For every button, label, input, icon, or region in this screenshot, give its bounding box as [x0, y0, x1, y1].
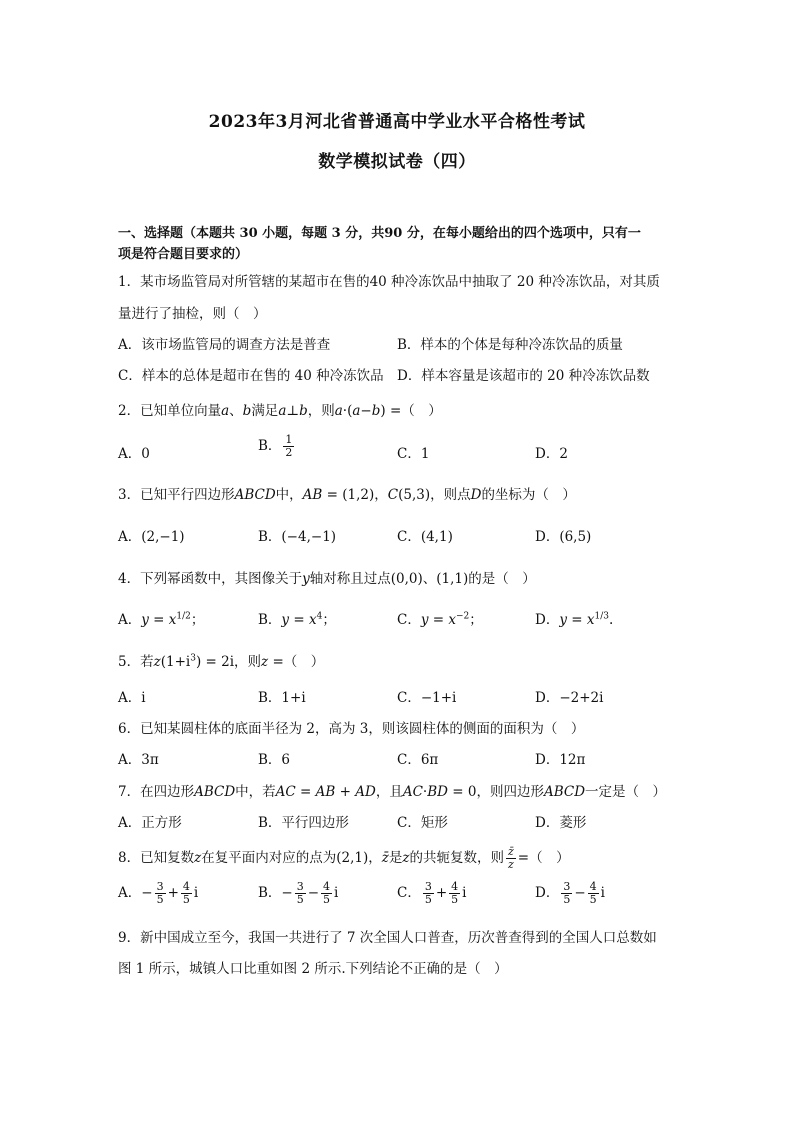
q2-option-a: A．0	[118, 446, 150, 462]
q5-stem: 5．若$z(1+i^3) = 2i$，则z =（ ）	[118, 653, 325, 670]
q1-stem-line2: 量进行了抽检，则（ ）	[118, 306, 267, 322]
q2-option-b: B． $\frac{1}{2}$	[258, 433, 293, 459]
q8-option-a: A．− $\frac{3}{5}$ + $\frac{4}{5}$ i	[118, 880, 199, 906]
q3-option-b: B．(−4,−1)	[258, 529, 337, 545]
q2-option-c: C．1	[397, 446, 430, 462]
q5-option-b: B．1+i	[258, 690, 306, 706]
q4-option-d: D．$y = x^{1/3}$.	[535, 611, 614, 628]
q2-stem: 2．已知单位向量a、b满足a⊥b，则a·(a−b) =（ ）	[118, 403, 442, 419]
page-title: 2023年3月河北省普通高中学业水平合格性考试	[208, 112, 586, 132]
q4-stem: 4．下列幂函数中，其图像关于y轴对称且过点(0,0)、(1,1)的是（ ）	[118, 571, 536, 587]
q7-option-a: A．正方形	[118, 815, 182, 831]
q3-stem: 3．已知平行四边形ABCD中，AB = (1,2)，C(5,3)，则点D的坐标为（ ）	[118, 487, 576, 503]
q1-option-a: A．该市场监管局的调查方法是普查	[118, 337, 331, 353]
q1-option-d: D．样本容量是该超市的 20 种冷冻饮品数	[397, 368, 650, 384]
q1-stem-line1: 1．某市场监管局对所管辖的某超市在售的40 种冷冻饮品中抽取了 20 种冷冻饮品，对其质	[118, 274, 660, 290]
q2-stem-text-d: （ ）	[401, 403, 442, 419]
q7-option-b: B．平行四边形	[258, 815, 349, 831]
q6-option-d: D．12π	[535, 752, 586, 768]
q2-stem-text-c: ，则	[307, 403, 335, 419]
q2-option-d: D．2	[535, 446, 568, 462]
q8-option-d: D． $\frac{3}{5}$ − $\frac{4}{5}$ i	[535, 880, 605, 906]
q4-option-a: A．$y = x^{1/2}$；	[118, 611, 205, 628]
q6-option-b: B．6	[258, 752, 291, 768]
q2-stem-text-a: 2．已知单位向量	[118, 403, 222, 419]
q7-option-d: D．菱形	[535, 815, 587, 831]
q3-option-a: A．(2,−1)	[118, 529, 185, 545]
q8-stem: 8．已知复数z在复平面内对应的点为(2,1)，z̄是z的共轭复数，则 $\frac{z̄}{z}$ =（ ）	[118, 845, 570, 871]
q4-option-b: B．$y = x^4$；	[258, 611, 336, 628]
q7-option-c: C．矩形	[397, 815, 448, 831]
section-heading-line1: 一、选择题（本题共 30 小题，每题 3 分，共90 分，在每小题给出的四个选项中，只有一	[118, 226, 641, 241]
q7-stem: 7．在四边形ABCD中，若AC = AB + AD，且AC·BD = 0，则四边形ABCD一定是（ ）	[118, 784, 667, 800]
q1-option-c: C．样本的总体是超市在售的 40 种冷冻饮品	[118, 368, 384, 384]
q9-stem-line1: 9．新中国成立至今，我国一共进行了 7 次全国人口普查，历次普查得到的全国人口总数如	[118, 930, 657, 946]
section-heading-line2: 项是符合题目要求的）	[118, 247, 249, 262]
q8-option-b: B．− $\frac{3}{5}$ − $\frac{4}{5}$ i	[258, 880, 339, 906]
q4-option-c: C．$y = x^{-2}$；	[397, 611, 483, 628]
q1-option-b: B．样本的个体是每种冷冻饮品的质量	[397, 337, 623, 353]
q2-stem-text-b: 满足	[251, 403, 279, 419]
q6-option-c: C．6π	[397, 752, 439, 768]
q8-stem-fraction: $\frac{z̄}{z}$	[507, 845, 514, 871]
q6-stem: 6．已知某圆柱体的底面半径为 2，高为 3，则该圆柱体的侧面的面积为（ ）	[118, 721, 585, 737]
q3-option-d: D．(6,5)	[535, 529, 592, 545]
q2-option-b-fraction: $\frac{1}{2}$	[285, 433, 293, 459]
q5-option-d: D．−2+2i	[535, 690, 604, 706]
q3-option-c: C．(4,1)	[397, 529, 453, 545]
q5-option-c: C．−1+i	[397, 690, 457, 706]
page-subtitle: 数学模拟试卷（四）	[318, 152, 476, 172]
q5-option-a: A．i	[118, 690, 146, 706]
q9-stem-line2: 图 1 所示，城镇人口比重如图 2 所示.下列结论不正确的是（ ）	[118, 961, 508, 977]
q8-option-c: C． $\frac{3}{5}$ + $\frac{4}{5}$ i	[397, 880, 467, 906]
q6-option-a: A．3π	[118, 752, 159, 768]
